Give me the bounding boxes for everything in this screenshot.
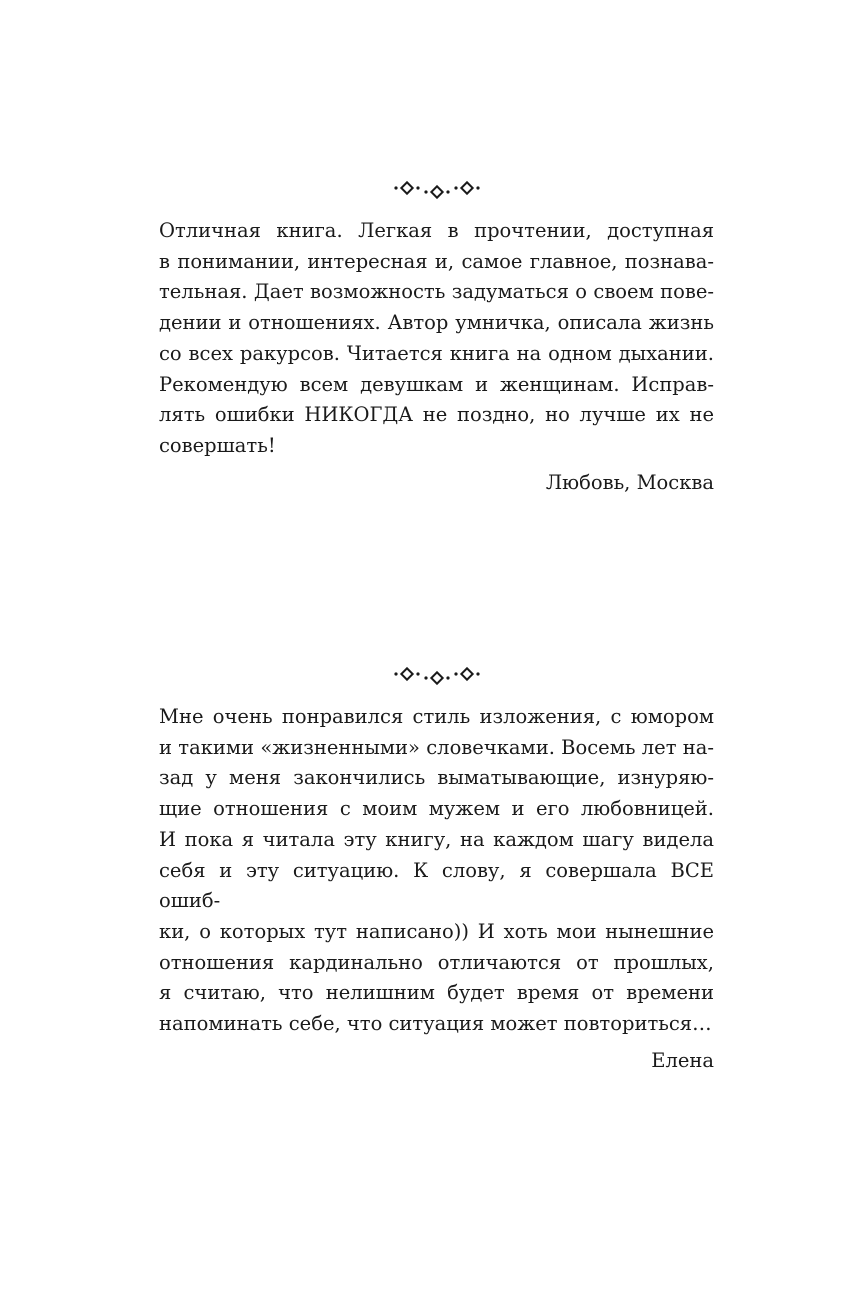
review-line: Отличная книга. Легкая в прочтении, доступная: [159, 219, 714, 242]
diamond-ornament-icon: [392, 178, 482, 200]
review-line: и такими «жизненными» словечками. Восемь лет на-: [159, 735, 714, 759]
review-line: я считаю, что нелишним будет время от времени: [159, 981, 714, 1005]
review-line: Рекомендую всем девушкам и женщинам. Исправ-: [159, 372, 714, 396]
review-2: [159, 664, 714, 1076]
review-line: совершать!: [159, 433, 276, 457]
review-line: ки, о которых тут написано)) И хоть мои нынешние: [159, 919, 714, 943]
review-line: дении и отношениях. Автор умничка, описала жизнь: [159, 311, 714, 335]
review-line: отношения кардинально отличаются от прошлых,: [159, 950, 714, 974]
review-line: в понимании, интересная и, самое главное, познава-: [159, 249, 714, 273]
review-author: Елена: [651, 1048, 714, 1072]
review-line: зад у меня закончились выматывающие, изнуряю-: [159, 766, 714, 790]
review-line: Мне очень понравился стиль изложения, с юмором: [159, 705, 714, 728]
review-line: И пока я читала эту книгу, на каждом шагу видела: [159, 827, 714, 851]
review-author: Любовь, Москва: [545, 470, 714, 494]
review-line: лять ошибки НИКОГДА не поздно, но лучше их не: [159, 403, 714, 427]
diamond-ornament-icon: [392, 664, 482, 686]
review-1: [159, 178, 714, 498]
review-line: тельная. Дает возможность задуматься о своем пове-: [159, 280, 714, 304]
review-line: себя и эту ситуацию. К слову, я совершала ВСЕ ошиб-: [159, 858, 714, 913]
review-line: со всех ракурсов. Читается книга на одном дыхании.: [159, 341, 714, 365]
review-text: [159, 702, 714, 1040]
review-line: щие отношения с моим мужем и его любовницей.: [159, 797, 714, 821]
review-text: [159, 216, 714, 462]
review-line: напоминать себе, что ситуация может повториться…: [159, 1012, 712, 1036]
